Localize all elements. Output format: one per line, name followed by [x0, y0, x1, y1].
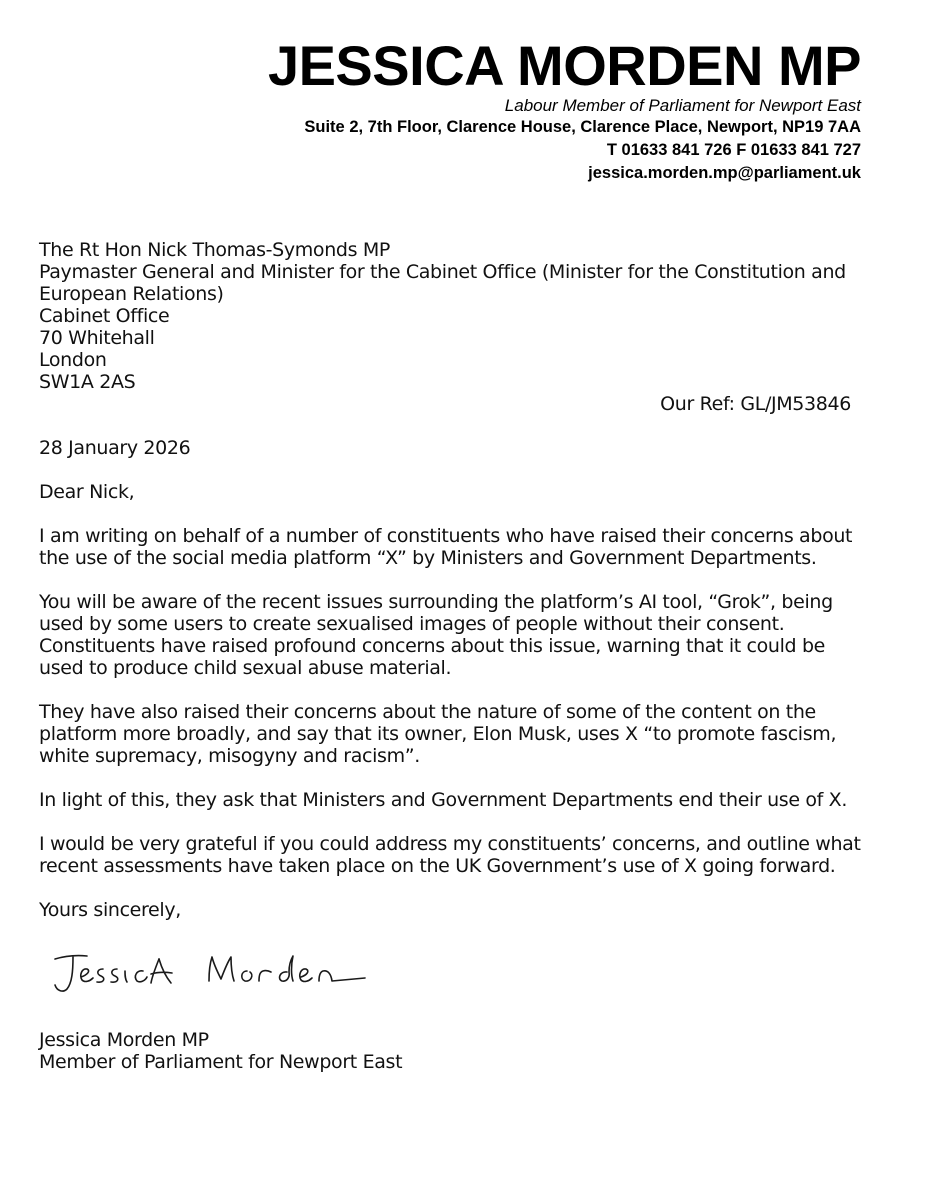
letter-body [39, 239, 869, 1073]
sign-off [39, 1029, 869, 1073]
closing: Yours sincerely, [39, 899, 181, 921]
letterhead-role: Labour Member of Parliament for Newport East [504, 96, 861, 115]
body-paragraph: In light of this, they ask that Ministers and Government Departments end their use of X. [39, 789, 848, 811]
recipient-postcode: SW1A 2AS [39, 371, 136, 393]
recipient-address [39, 239, 869, 393]
sign-off-name: Jessica Morden MP [39, 1029, 209, 1051]
recipient-street: 70 Whitehall [39, 327, 155, 349]
body-paragraph: I am writing on behalf of a number of constituents who have raised their concerns about the use of the social media platform “X” by Ministers and Government Departments. [39, 525, 853, 569]
recipient-city: London [39, 349, 107, 371]
handwritten-signature [51, 945, 371, 1005]
salutation: Dear Nick, [39, 481, 135, 503]
letterhead [268, 36, 861, 185]
recipient-name: The Rt Hon Nick Thomas-Symonds MP [39, 239, 390, 261]
recipient-department: Cabinet Office [39, 305, 170, 327]
letterhead-name: JESSICA MORDEN MP [267, 34, 861, 97]
body-paragraph: They have also raised their concerns about the nature of some of the content on the platform more broadly, and say that its owner, Elon Musk, uses X “to promote fascism, white supremacy, misogyny and racism”. [39, 701, 837, 767]
letter-date: 28 January 2026 [39, 437, 191, 459]
letterhead-phone-fax: T 01633 841 726 F 01633 841 727 [606, 141, 861, 159]
our-reference: Our Ref: GL/JM53846 [660, 393, 851, 415]
body-paragraph: You will be aware of the recent issues surrounding the platform’s AI tool, “Grok”, being used by some users to create sexualised images of people without their consent. Constituents have raised profound concerns about this issue, warning that it could be used to produce child sexual abuse material. [39, 591, 833, 679]
letterhead-email: jessica.morden.mp@parliament.uk [588, 164, 861, 182]
body-paragraph: I would be very grateful if you could address my constituents’ concerns, and outline what recent assessments have taken place on the UK Government’s use of X going forward. [39, 833, 861, 877]
signature-strokes [55, 956, 365, 991]
sign-off-title: Member of Parliament for Newport East [39, 1051, 403, 1073]
recipient-position: Paymaster General and Minister for the Cabinet Office (Minister for the Constitution and European Relations) [39, 261, 846, 305]
letterhead-address: Suite 2, 7th Floor, Clarence House, Clarence Place, Newport, NP19 7AA [304, 118, 861, 136]
